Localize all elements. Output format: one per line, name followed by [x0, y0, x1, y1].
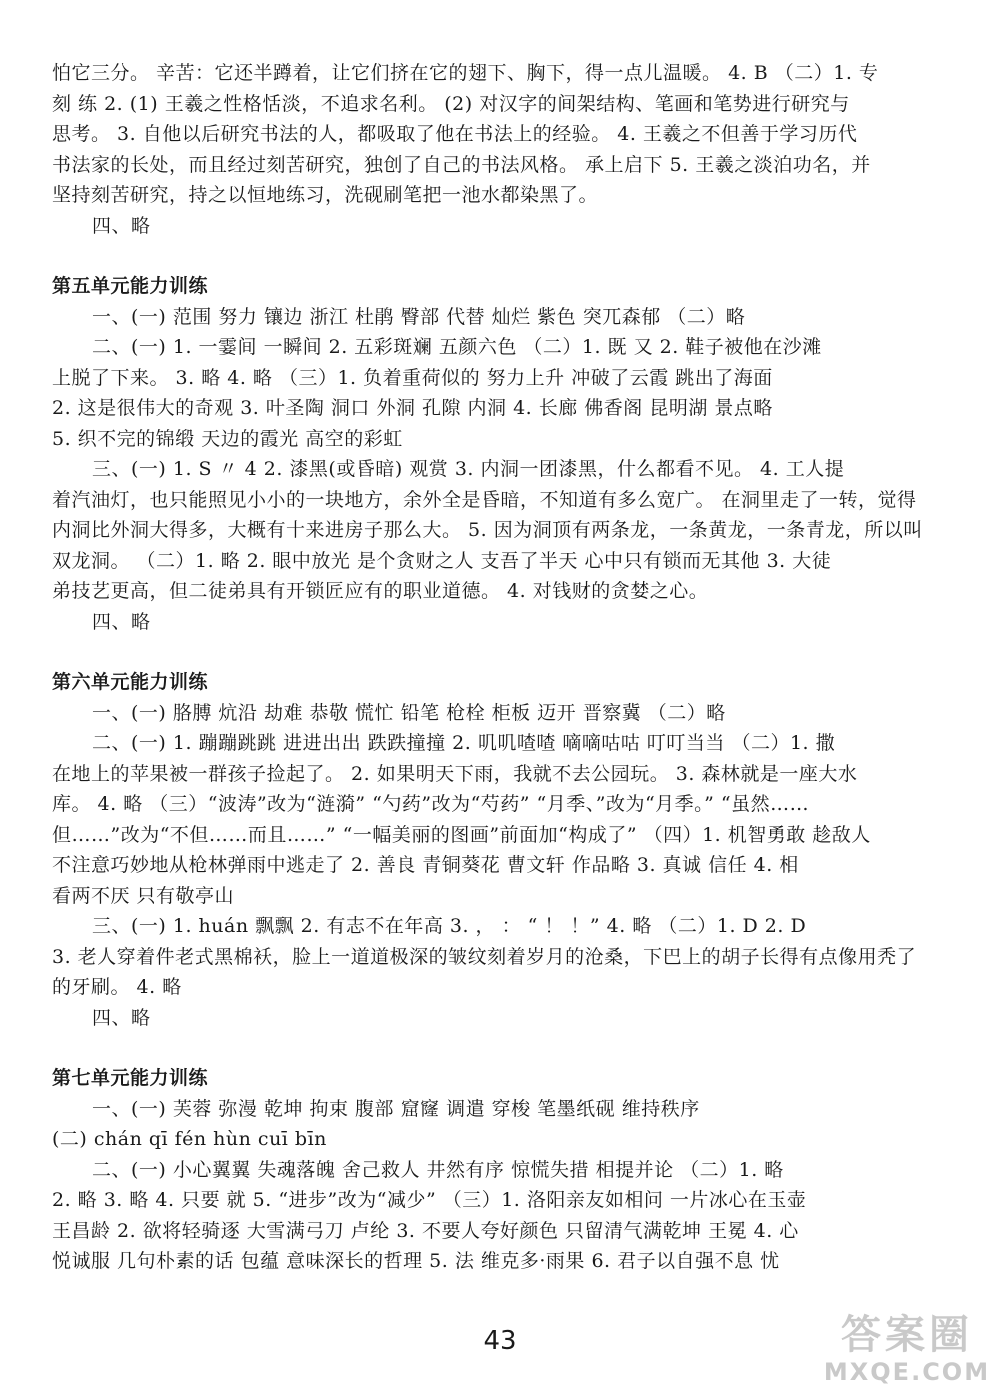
section-gap: [52, 1033, 940, 1063]
text-line: 二、(一) 小心翼翼 失魂落魄 舍己救人 井然有序 惊慌失措 相提并论 （二）1. 略: [92, 1158, 784, 1181]
text-line: 王昌龄 2. 欲将轻骑逐 大雪满弓刀 卢纶 3. 不要人夸好颜色 只留清气满乾坤 王冕 4. 心: [52, 1219, 799, 1242]
text-line: 双龙洞。 （二）1. 略 2. 眼中放光 是个贪财之人 支吾了半天 心中只有锁而无其他 3. 大徒: [52, 549, 832, 572]
text-line: 二、(一) 1. 一霎间 一瞬间 2. 五彩斑斓 五颜六色 （二）1. 既 又 2. 鞋子被他在沙滩: [92, 336, 822, 358]
text-line: 二、(一) 1. 蹦蹦跳跳 进进出出 跌跌撞撞 2. 叽叽喳喳 嘀嘀咕咕 叮叮当当 （二）1. 撒: [92, 732, 836, 754]
text-line: 上脱了下来。 3. 略 4. 略 （三）1. 负着重荷似的 努力上升 冲破了云霞 跳出了海面: [52, 366, 773, 389]
text-line: 四、略: [92, 214, 151, 237]
text-line: 不注意巧妙地从枪林弹雨中逃走了 2. 善良 青铜葵花 曹文轩 作品略 3. 真诚 信任 4. 相: [52, 854, 799, 876]
section-gap: [52, 241, 940, 271]
text-line: 看两不厌 只有敬亭山: [52, 884, 235, 907]
text-line: 一、(一) 芙蓉 弥漫 乾坤 拘束 腹部 窟窿 调遣 穿梭 笔墨纸砚 维持秩序: [92, 1097, 700, 1120]
text-line: 四、略: [92, 610, 151, 633]
text-line: 的牙刷。 4. 略: [52, 976, 182, 998]
text-line: 在地上的苹果被一群孩子捡起了。 2. 如果明天下雨，我就不去公园玩。 3. 森林就是一座大水: [52, 762, 858, 785]
text-line: 怕它三分。 辛苦：它还半蹲着，让它们挤在它的翅下、胸下，得一点儿温暖。 4. B （二）1. 专: [52, 62, 879, 84]
text-line: 思考。 3. 自他以后研究书法的人，都吸取了他在书法上的经验。 4. 王羲之不但善于学习历代: [52, 123, 858, 145]
text-line: 三、(一) 1. S 〃 4 2. 漆黑(或昏暗) 观赏 3. 内洞一团漆黑，什么都看不见。 4. 工人提: [92, 458, 845, 480]
text-line: 内洞比外洞大得多，大概有十来进房子那么大。 5. 因为洞顶有两条龙，一条黄龙，一条青龙，所以叫: [52, 519, 923, 541]
text-line: 2. 略 3. 略 4. 只要 就 5. “进步”改为“减少” （三）1. 洛阳亲友如相问 一片冰心在玉壶: [52, 1189, 807, 1211]
watermark-logo-text: 答案圈: [841, 1312, 973, 1358]
section-title: 第六单元能力训练: [52, 671, 209, 693]
text-line: 弟技艺更高，但二徒弟具有开锁匠应有的职业道德。 4. 对钱财的贪婪之心。: [52, 580, 709, 602]
text-line: 5. 织不完的锦缎 天边的霞光 高空的彩虹: [52, 427, 403, 450]
watermark-url: MXQE.COM: [823, 1358, 991, 1386]
text-line: 3. 老人穿着件老式黑棉袄，脸上一道道极深的皱纹刻着岁月的沧桑，下巴上的胡子长得有点像用秃了: [52, 945, 917, 968]
text-line: 刻 练 2. (1) 王羲之性格恬淡，不追求名利。 (2) 对汉字的间架结构、笔画和笔势进行研究与: [52, 92, 850, 115]
text-line: 三、(一) 1. huán 飘飘 2. 有志不在年高 3. ， ： “ ！ ！” 4. 略 （二）1. D 2. D: [92, 915, 807, 937]
section-title: 第七单元能力训练: [52, 1067, 209, 1089]
text-line: 一、(一) 胳膊 炕沿 劫难 恭敬 慌忙 铅笔 枪栓 柜板 迈开 晋察冀 （二）略: [92, 701, 726, 724]
text-line: (二) chán qī fén hùn cuī bīn: [52, 1128, 327, 1150]
answer-content: [52, 58, 940, 1277]
text-line: 一、(一) 范围 努力 镶边 浙江 杜鹃 臀部 代替 灿烂 紫色 突兀森郁 （二）略: [92, 305, 746, 328]
page-number: 43: [483, 1326, 517, 1356]
section-title: 第五单元能力训练: [52, 275, 209, 297]
watermark-logo: [822, 1311, 992, 1385]
section-gap: [52, 637, 940, 667]
text-line: 四、略: [92, 1006, 151, 1029]
text-line: 悦诚服 几句朴素的话 包蕴 意味深长的哲理 5. 法 维克多·雨果 6. 君子以自强不息 忧: [52, 1250, 780, 1272]
text-line: 书法家的长处，而且经过刻苦研究，独创了自己的书法风格。 承上启下 5. 王羲之淡泊功名，并: [52, 153, 871, 176]
text-line: 坚持刻苦研究，持之以恒地练习，洗砚刷笔把一池水都染黑了。: [52, 184, 599, 206]
text-line: 但……”改为“不但……而且……” “一幅美丽的图画”前面加“构成了” （四）1. 机智勇敢 趁敌人: [52, 823, 871, 846]
text-line: 着汽油灯，也只能照见小小的一块地方，余外全是昏暗，不知道有多么宽广。 在洞里走了一转，觉得: [52, 488, 917, 511]
text-line: 2. 这是很伟大的奇观 3. 叶圣陶 洞口 外洞 孔隙 内洞 4. 长廊 佛香阁 昆明湖 景点略: [52, 397, 773, 419]
text-line: 库。 4. 略 （三）“波涛”改为“涟漪” “勺药”改为“芍药” “月季、”改为“月季。” “虽然……: [52, 793, 810, 815]
